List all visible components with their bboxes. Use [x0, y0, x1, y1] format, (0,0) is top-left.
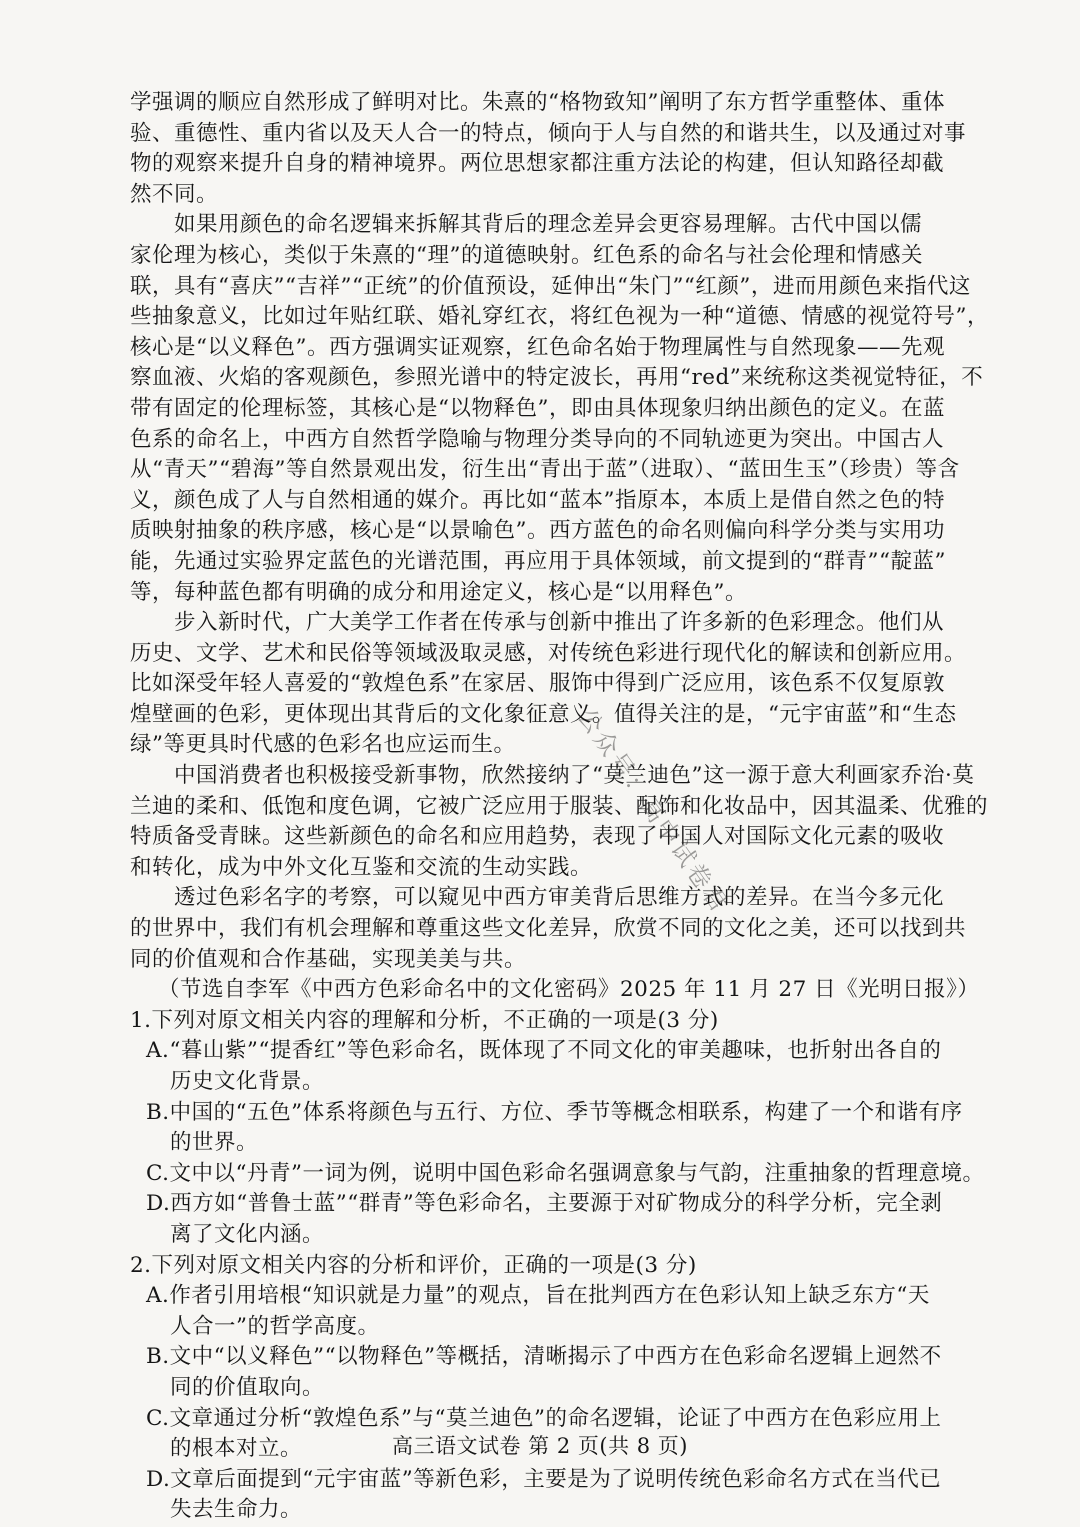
- answer-option-continued: 的世界。: [170, 1130, 259, 1156]
- passage-line: 能，先通过实验界定蓝色的光谱范围，再应用于具体领域，前文提到的“群青”“靛蓝”: [130, 548, 946, 574]
- passage-line: 从“青天”“碧海”等自然景观出发，衍生出“青出于蓝”（进取）、“蓝田生玉”（珍贵）等含: [130, 457, 960, 483]
- passage-line: 带有固定的伦理标签，其核心是“以物释色”，即由具体现象归纳出颜色的定义。在蓝: [130, 395, 945, 421]
- passage-line: 学强调的顺应自然形成了鲜明对比。朱熹的“格物致知”阐明了东方哲学重整体、重体: [130, 90, 945, 115]
- passage-line: 然不同。: [130, 181, 219, 207]
- passage-line: 煌壁画的色彩，更体现出其背后的文化象征意义。值得关注的是，“元宇宙蓝”和“生态: [130, 701, 957, 727]
- passage-line: 和转化，成为中外文化互鉴和交流的生动实践。: [130, 854, 593, 880]
- answer-option: B.文中“以义释色”“以物释色”等概括，清晰揭示了中西方在色彩命名逻辑上迥然不: [146, 1344, 942, 1370]
- answer-option-continued: 人合一”的哲学高度。: [170, 1313, 380, 1339]
- passage-line: 兰迪的柔和、低饱和度色调，它被广泛应用于服装、配饰和化妆品中，因其温柔、优雅的: [130, 793, 989, 819]
- passage-line: 特质备受青睐。这些新颜色的命名和应用趋势，表现了中国人对国际文化元素的吸收: [130, 824, 945, 850]
- answer-option-continued: 同的价值取向。: [170, 1374, 325, 1400]
- passage-line: 如果用颜色的命名逻辑来拆解其背后的理念差异会更容易理解。古代中国以儒: [130, 212, 923, 238]
- question-stem: 2.下列对原文相关内容的分析和评价，正确的一项是(3 分): [130, 1252, 697, 1278]
- passage-line: 家伦理为核心，类似于朱熹的“理”的道德映射。红色系的命名与社会伦理和情感关: [130, 242, 923, 268]
- passage-line: 色系的命名上，中西方自然哲学隐喻与物理分类导向的不同轨迹更为突出。中国古人: [130, 426, 945, 452]
- answer-option: A.“暮山紫”“提香红”等色彩命名，既体现了不同文化的审美趣味，也折射出各自的: [146, 1038, 942, 1064]
- passage-line: 的世界中，我们有机会理解和尊重这些文化差异，欣赏不同的文化之美，还可以找到共: [130, 916, 967, 942]
- passage-and-questions: [130, 88, 989, 1526]
- answer-option-continued: 的根本对立。: [170, 1436, 303, 1462]
- passage-line: 比如深受年轻人喜爱的“敦煌色系”在家居、服饰中得到广泛应用，该色系不仅复原敦: [130, 671, 945, 697]
- passage-line: 同的价值观和合作基础，实现美美与共。: [130, 946, 527, 972]
- question-stem: 1.下列对原文相关内容的理解和分析，不正确的一项是(3 分): [130, 1007, 719, 1033]
- passage-line: 验、重德性、重内省以及天人合一的特点，倾向于人与自然的和谐共生，以及通过对事: [130, 120, 967, 146]
- answer-option-continued: 失去生命力。: [170, 1497, 303, 1523]
- answer-option-continued: 离了文化内涵。: [170, 1221, 325, 1247]
- answer-option: C.文中以“丹青”一词为例，说明中国色彩命名强调意象与气韵，注重抽象的哲理意境。: [146, 1160, 985, 1186]
- passage-line: 步入新时代，广大美学工作者在传承与创新中推出了许多新的色彩理念。他们从: [130, 610, 945, 636]
- passage-line: 等，每种蓝色都有明确的成分和用途定义，核心是“以用释色”。: [130, 579, 747, 605]
- watermark: 公众号：高中试卷君: [572, 703, 735, 919]
- passage-line: 历史、文学、艺术和民俗等领域汲取灵感，对传统色彩进行现代化的解读和创新应用。: [130, 640, 967, 666]
- answer-option-continued: 历史文化背景。: [170, 1069, 325, 1094]
- passage-line: 中国消费者也积极接受新事物，欣然接纳了“莫兰迪色”这一源于意大利画家乔治·莫: [130, 763, 975, 789]
- page-footer: 高三语文试卷 第 2 页(共 8 页): [392, 1434, 688, 1458]
- passage-line: 透过色彩名字的考察，可以窥见中西方审美背后思维方式的差异。在当今多元化: [130, 885, 945, 911]
- source-citation: （节选自李军《中西方色彩命名中的文化密码》2025 年 11 月 27 日《光明日报》）: [158, 977, 980, 1003]
- answer-option: B.中国的“五色”体系将颜色与五行、方位、季节等概念相联系，构建了一个和谐有序: [146, 1099, 963, 1125]
- passage-line: 联，具有“喜庆”“吉祥”“正统”的价值预设，延伸出“朱门”“红颜”，进而用颜色来指代这: [130, 273, 971, 299]
- passage-line: 些抽象意义，比如过年贴红联、婚礼穿红衣，将红色视为一种“道德、情感的视觉符号”，: [130, 304, 989, 330]
- answer-option: D.文章后面提到“元宇宙蓝”等新色彩，主要是为了说明传统色彩命名方式在当代已: [146, 1466, 942, 1492]
- passage-line: 绿”等更具时代感的色彩名也应运而生。: [130, 732, 516, 758]
- passage-line: 义，颜色成了人与自然相通的媒介。再比如“蓝本”指原本，本质上是借自然之色的特: [130, 487, 945, 513]
- answer-option: C.文章通过分析“敦煌色系”与“莫兰迪色”的命名逻辑，论证了中西方在色彩应用上: [146, 1405, 942, 1431]
- passage-line: 物的观察来提升自身的精神境界。两位思想家都注重方法论的构建，但认知路径却截: [130, 151, 945, 177]
- passage-line: 质映射抽象的秩序感，核心是“以景喻色”。西方蓝色的命名则偏向科学分类与实用功: [130, 518, 945, 544]
- answer-option: D.西方如“普鲁士蓝”“群青”等色彩命名，主要源于对矿物成分的科学分析，完全剥: [146, 1191, 943, 1217]
- passage-line: 察血液、火焰的客观颜色，参照光谱中的特定波长，再用“red”来统称这类视觉特征，不: [130, 365, 984, 391]
- answer-option: A.作者引用培根“知识就是力量”的观点，旨在批判西方在色彩认知上缺乏东方“天: [146, 1283, 930, 1309]
- passage-line: 核心是“以义释色”。西方强调实证观察，红色命名始于物理属性与自然现象——先观: [130, 334, 945, 360]
